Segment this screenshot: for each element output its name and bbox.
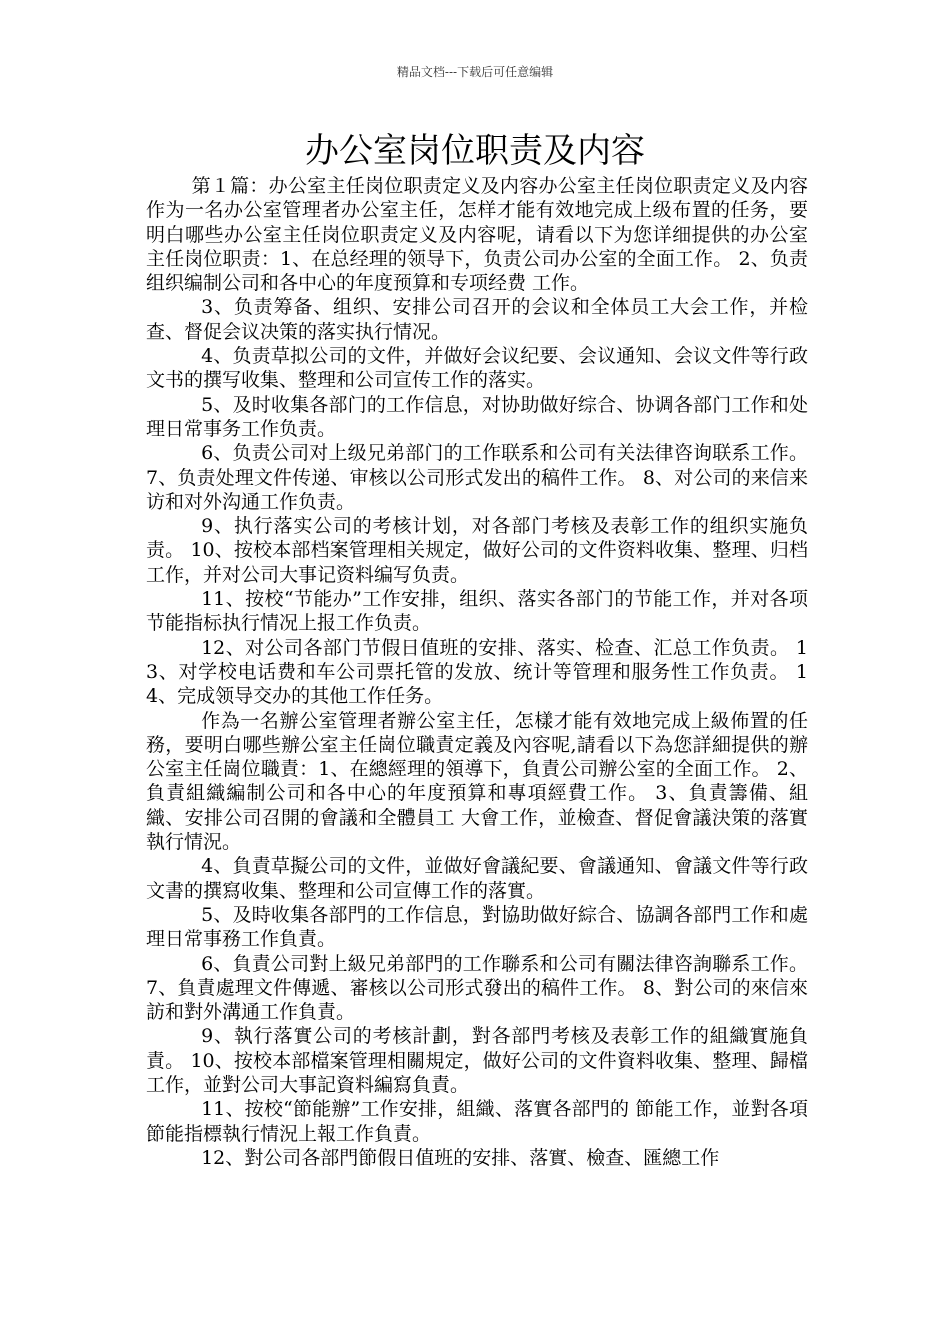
- paragraph: 9、执行落实公司的考核计划，对各部门考核及表彰工作的组织实施负责。 10、按校本部档案管理相关规定，做好公司的文件资料收集、整理、归档工作，并对公司大事记资料编写负责。: [146, 515, 808, 586]
- paragraph: 5、及時收集各部門的工作信息，對協助做好綜合、協調各部門工作和處理日常事務工作負責。: [146, 903, 808, 951]
- paragraph: 6、負責公司對上級兄弟部門的工作聯系和公司有關法律咨詢聯系工作。 7、負責處理文件傳遞、審核以公司形式發出的稿件工作。 8、對公司的來信來訪和對外溝通工作負責。: [146, 952, 808, 1024]
- paragraph: 4、负责草拟公司的文件，并做好会议纪要、会议通知、会议文件等行政文书的撰写收集、整理和公司宣传工作的落实。: [146, 345, 808, 392]
- paragraph: 作為一名辦公室管理者辦公室主任，怎樣才能有效地完成上級佈置的任務，要明白哪些辦公室主任崗位職責定義及內容呢,請看以下為您詳細提供的辦公室主任崗位職責：1、在總經理的領導下，負責公司辦公室的全面工作。 2、負責組織編制公司和各中心的年度預算和專項經費工作。 3、負責籌備、組織、安排公司召開的會議和全體員工 大會工作，並檢查、督促會議決策的落實執行情況。: [146, 709, 808, 854]
- paragraph: 9、執行落實公司的考核計劃，對各部門考核及表彰工作的組織實施負責。 10、按校本部檔案管理相關規定，做好公司的文件資料收集、整理、歸檔工作，並對公司大事記資料編寫負責。: [146, 1025, 808, 1096]
- paragraph: 5、及时收集各部门的工作信息，对协助做好综合、协调各部门工作和处理日常事务工作负责。: [146, 393, 808, 440]
- paragraph: 6、负责公司对上级兄弟部门的工作联系和公司有关法律咨询联系工作。 7、负责处理文件传递、审核以公司形式发出的稿件工作。 8、对公司的来信来访和对外沟通工作负责。: [146, 442, 808, 513]
- page-header-note: 精品文档---下载后可任意编辑: [396, 65, 554, 79]
- paragraph: 12、對公司各部門節假日值班的安排、落實、檢查、匯總工作: [201, 1146, 720, 1169]
- paragraph: 12、对公司各部门节假日值班的安排、落实、检查、汇总工作负责。 13、对学校电话费和车公司票托管的发放、统计等管理和服务性工作负责。 14、完成领导交办的其他工作任务。: [146, 636, 808, 708]
- paragraph: 4、負責草擬公司的文件，並做好會議紀要、會議通知、會議文件等行政文書的撰寫收集、整理和公司宣傳工作的落實。: [146, 855, 808, 902]
- paragraph: 11、按校“節能辦”工作安排，組織、落實各部門的 節能工作，並對各項節能指標執行情況上報工作負責。: [146, 1098, 808, 1145]
- document-body: [146, 174, 808, 1170]
- document-title: 办公室岗位职责及内容: [305, 131, 645, 171]
- paragraph: 第１篇：办公室主任岗位职责定义及内容办公室主任岗位职责定义及内容作为一名办公室管理者办公室主任，怎样才能有效地完成上级布置的任务，要明白哪些办公室主任岗位职责定义及内容呢，请看以下为您详细提供的办公室主任岗位职责：1、在总经理的领导下，负责公司办公室的全面工作。 2、负责组织编制公司和各中心的年度预算和专项经费 工作。: [146, 175, 808, 295]
- paragraph: 3、负责筹备、组织、安排公司召开的会议和全体员工大会工作，并检查、督促会议决策的落实执行情况。: [146, 296, 808, 343]
- paragraph: 11、按校“节能办”工作安排，组织、落实各部门的节能工作，并对各项节能指标执行情况上报工作负责。: [146, 588, 808, 635]
